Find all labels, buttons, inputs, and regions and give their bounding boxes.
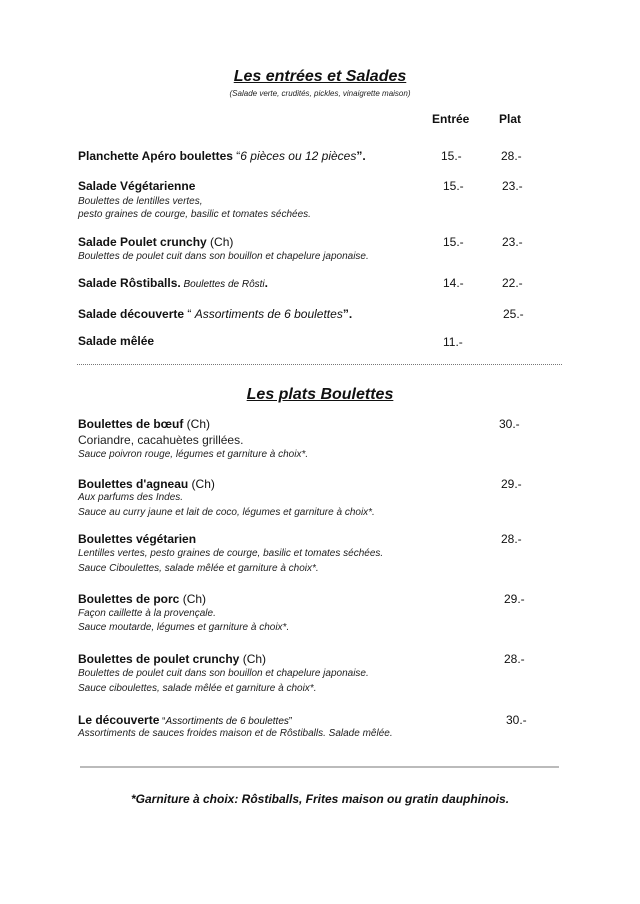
price-plat: 23.- bbox=[502, 179, 523, 193]
item-tag: (Ch) bbox=[239, 652, 267, 666]
item-title: Salade Rôstiballs. bbox=[78, 276, 181, 290]
price: 30.- bbox=[506, 713, 527, 727]
quote-open: “ bbox=[159, 716, 166, 727]
menu-item-name bbox=[78, 417, 210, 431]
price: 29.- bbox=[504, 592, 525, 606]
menu-item-name bbox=[78, 713, 292, 727]
item-title: Planchette Apéro boulettes bbox=[78, 149, 233, 163]
quote-close: ”. bbox=[356, 149, 366, 163]
item-title: Salade Poulet crunchy bbox=[78, 235, 207, 249]
price-entree: 15.- bbox=[443, 179, 464, 193]
menu-item-description: Façon caillette à la provençale. bbox=[78, 608, 216, 619]
menu-item-description: Sauce ciboulettes, salade mêlée et garniture à choix*. bbox=[78, 683, 317, 694]
price-plat: 22.- bbox=[502, 276, 523, 290]
price-plat: 25.- bbox=[503, 307, 524, 321]
menu-item-name bbox=[78, 652, 266, 666]
menu-item-description: Sauce poivron rouge, légumes et garniture à choix*. bbox=[78, 449, 309, 460]
item-title: Le découverte bbox=[78, 713, 160, 727]
item-tag: (Ch) bbox=[183, 417, 210, 431]
menu-item-description: Assortiments de sauces froides maison et de Rôstiballs. Salade mêlée. bbox=[78, 728, 393, 739]
item-tag: (Ch) bbox=[188, 477, 215, 491]
price: 30.- bbox=[499, 417, 520, 431]
menu-item-description: Sauce au curry jaune et lait de coco, légumes et garniture à choix*. bbox=[78, 507, 375, 518]
price-entree: 11.- bbox=[443, 335, 463, 349]
price-plat: 28.- bbox=[501, 149, 522, 163]
section-title-entrees: Les entrées et Salades bbox=[233, 68, 407, 85]
garnish-footnote: *Garniture à choix: Rôstiballs, Frites maison ou gratin dauphinois. bbox=[130, 792, 510, 806]
price: 28.- bbox=[504, 652, 525, 666]
item-note: Assortiments de 6 boulettes bbox=[165, 716, 289, 727]
quote-open: “ bbox=[232, 149, 241, 163]
item-title: Boulettes de bœuf bbox=[78, 417, 184, 431]
menu-item-description: Sauce moutarde, légumes et garniture à choix*. bbox=[78, 622, 290, 633]
quote-close: ”. bbox=[342, 307, 353, 321]
menu-item-name bbox=[78, 592, 206, 606]
section-subtitle-entrees: (Salade verte, crudités, pickles, vinaigrette maison) bbox=[229, 89, 411, 98]
menu-item-name bbox=[78, 235, 233, 249]
menu-item-name: Boulettes végétarien bbox=[78, 532, 197, 546]
price: 28.- bbox=[501, 532, 522, 546]
menu-item-description: Boulettes de poulet cuit dans son bouillon et chapelure japonaise. bbox=[78, 668, 369, 679]
menu-item-name: Salade mêlée bbox=[78, 334, 155, 348]
item-note: 6 pièces ou 12 pièces bbox=[240, 149, 357, 163]
item-tag: (Ch) bbox=[179, 592, 207, 606]
section-title-plats: Les plats Boulettes bbox=[246, 386, 394, 403]
item-note: Assortiments de 6 boulettes bbox=[194, 307, 343, 321]
item-note: Boulettes de Rôsti bbox=[180, 279, 265, 290]
price-entree: 14.- bbox=[443, 276, 464, 290]
price-entree: 15.- bbox=[443, 235, 464, 249]
item-title: Boulettes d'agneau bbox=[78, 477, 189, 491]
menu-item-description: Aux parfums des Indes. bbox=[78, 492, 184, 503]
menu-item-description: Coriandre, cacahuètes grillées. bbox=[78, 433, 244, 447]
menu-item-description: pesto graines de courge, basilic et tomates séchées. bbox=[78, 209, 311, 220]
menu-item-name: Salade Végétarienne bbox=[78, 179, 196, 193]
menu-item-description: Boulettes de lentilles vertes, bbox=[78, 196, 203, 207]
menu-item-name bbox=[78, 477, 215, 491]
item-title: Boulettes de porc bbox=[78, 592, 180, 606]
price-entree: 15.- bbox=[441, 149, 462, 163]
quote-open: “ bbox=[184, 307, 195, 321]
item-tag: (Ch) bbox=[206, 235, 234, 249]
menu-item-description: Lentilles vertes, pesto graines de courge, basilic et tomates séchées. bbox=[78, 548, 384, 559]
quote-close: ” bbox=[288, 716, 293, 727]
item-punct: . bbox=[264, 276, 268, 290]
column-header-entree: Entrée bbox=[432, 112, 470, 126]
menu-item-description: Sauce Ciboulettes, salade mêlée et garniture à choix*. bbox=[78, 563, 319, 574]
item-title: Salade découverte bbox=[78, 307, 185, 321]
item-title: Boulettes de poulet crunchy bbox=[78, 652, 240, 666]
menu-item-name bbox=[78, 307, 352, 321]
menu-item-description: Boulettes de poulet cuit dans son bouillon et chapelure japonaise. bbox=[78, 251, 369, 262]
footer-divider bbox=[80, 766, 559, 768]
column-header-plat: Plat bbox=[499, 112, 522, 126]
section-divider bbox=[77, 364, 562, 365]
menu-item-name bbox=[78, 149, 366, 163]
menu-item-name bbox=[78, 276, 268, 290]
price-plat: 23.- bbox=[502, 235, 523, 249]
price: 29.- bbox=[501, 477, 522, 491]
